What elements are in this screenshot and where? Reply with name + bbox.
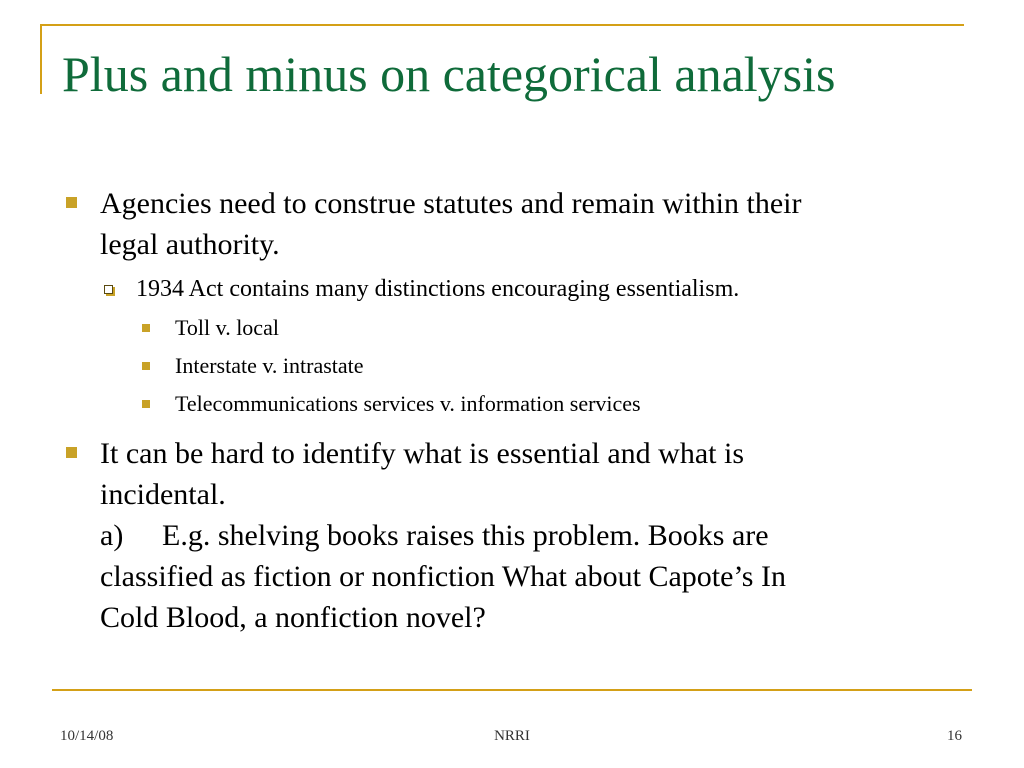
bullet-text-line: legal authority. — [100, 228, 280, 261]
bullet-text-line: incidental. — [100, 478, 226, 511]
sub-sub-bullet-interstate — [62, 347, 962, 385]
square-bullet-icon — [142, 362, 150, 370]
footer-rule — [52, 689, 972, 691]
slide-title: Plus and minus on categorical analysis — [62, 46, 836, 102]
bullet-essential — [62, 433, 962, 638]
numbered-sub-item — [100, 515, 962, 556]
sub-sub-bullet-toll — [62, 309, 962, 347]
slide-body — [62, 183, 962, 646]
bullet-text-line: It can be hard to identify what is essential and what is — [100, 437, 744, 470]
sub-item-text-line: E.g. shelving books raises this problem. Books are — [162, 519, 769, 552]
sub-item-text-line: Cold Blood, a nonfiction novel? — [100, 601, 486, 634]
page-number: 16 — [947, 728, 962, 744]
sub-bullet-text: 1934 Act contains many distinctions encouraging essentialism. — [136, 276, 740, 302]
sub-sub-bullet-text: Toll v. local — [175, 315, 279, 340]
frame-top-rule — [40, 24, 964, 26]
sub-sub-bullet-text: Interstate v. intrastate — [175, 353, 364, 378]
square-bullet-icon — [142, 400, 150, 408]
frame-left-rule — [40, 24, 42, 94]
sub-sub-bullet-telecom — [62, 385, 962, 423]
square-bullet-icon — [142, 324, 150, 332]
sub-item-text-line: classified as fiction or nonfiction What about Capote’s In — [100, 560, 786, 593]
sub-bullet-1934-act — [62, 273, 962, 305]
sub-item-label: a) — [100, 519, 124, 552]
square-bullet-icon — [66, 197, 77, 208]
footer-date: 10/14/08 — [60, 728, 114, 744]
bullet-agencies — [62, 183, 962, 265]
footer-center-label: NRRI — [494, 728, 530, 744]
sub-sub-bullet-text: Telecommunications services v. information services — [175, 391, 641, 416]
bullet-text-line: Agencies need to construe statutes and remain within their — [100, 187, 802, 220]
square-bullet-icon — [66, 447, 77, 458]
hollow-square-bullet-icon — [104, 285, 113, 294]
